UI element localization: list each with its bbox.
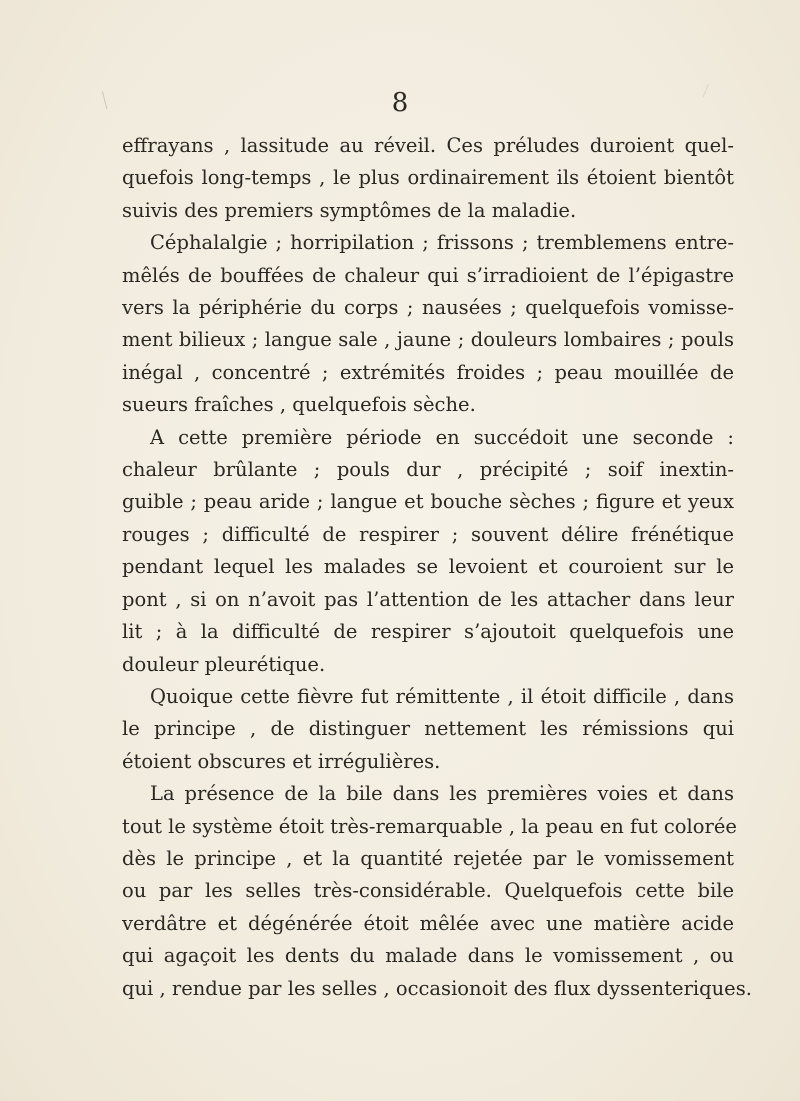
text-line: dès le principe , et la quantité rejetée par le vomissement	[122, 846, 734, 870]
text-line: qui agaçoit les dents du malade dans le vomissement , ou	[122, 944, 734, 968]
text-line: quefois long-temps , le plus ordinairement ils étoient bientôt	[122, 166, 734, 190]
text-line: étoient obscures et irrégulières.	[122, 749, 441, 773]
text-line: le principe , de distinguer nettement les rémissions qui	[122, 717, 734, 741]
text-line: mêlés de bouffées de chaleur qui s’irradioient de l’épigastre	[122, 263, 734, 287]
text-line: suivis des premiers symptômes de la maladie.	[122, 198, 577, 222]
text-line: ou par les selles très-considérable. Quelquefois cette bile	[122, 879, 734, 903]
text-line: Céphalalgie ; horripilation ; frissons ; tremblemens entre-	[150, 231, 734, 255]
text-line: pont , si on n’avoit pas l’attention de les attacher dans leur	[122, 587, 734, 611]
text-line: chaleur brûlante ; pouls dur , précipité ; soif inextin-	[122, 458, 734, 482]
text-line: qui , rendue par les selles , occasionoit des flux dyssenteriques.	[122, 976, 752, 1000]
page-number: 8	[391, 88, 409, 118]
text-line: sueurs fraîches , quelquefois sèche.	[122, 393, 476, 417]
text-line: guible ; peau aride ; langue et bouche sèches ; figure et yeux	[122, 490, 734, 514]
text-line: douleur pleurétique.	[122, 652, 326, 676]
text-line: ment bilieux ; langue sale , jaune ; douleurs lombaires ; pouls	[122, 328, 734, 352]
text-line: verdâtre et dégénérée étoit mêlée avec une matière acide	[122, 911, 734, 935]
text-line: rouges ; difficulté de respirer ; souvent délire frénétique	[122, 522, 734, 546]
text-line: La présence de la bile dans les premières voies et dans	[150, 782, 734, 806]
body-text	[122, 130, 752, 1005]
text-line: lit ; à la difficulté de respirer s’ajoutoit quelquefois une	[122, 620, 734, 644]
text-line: pendant lequel les malades se levoient et couroient sur le	[122, 555, 734, 579]
text-line: vers la périphérie du corps ; nausées ; quelquefois vomisse-	[122, 296, 734, 320]
text-line: tout le système étoit très-remarquable , la peau en fut colorée	[122, 814, 737, 838]
text-line: effrayans , lassitude au réveil. Ces préludes duroient quel-	[122, 134, 734, 157]
text-line: Quoique cette fièvre fut rémittente , il étoit difficile , dans	[150, 684, 734, 708]
text-line: A cette première période en succédoit une seconde :	[150, 425, 734, 449]
text-line: inégal , concentré ; extrémités froides ; peau mouillée de	[122, 360, 734, 384]
